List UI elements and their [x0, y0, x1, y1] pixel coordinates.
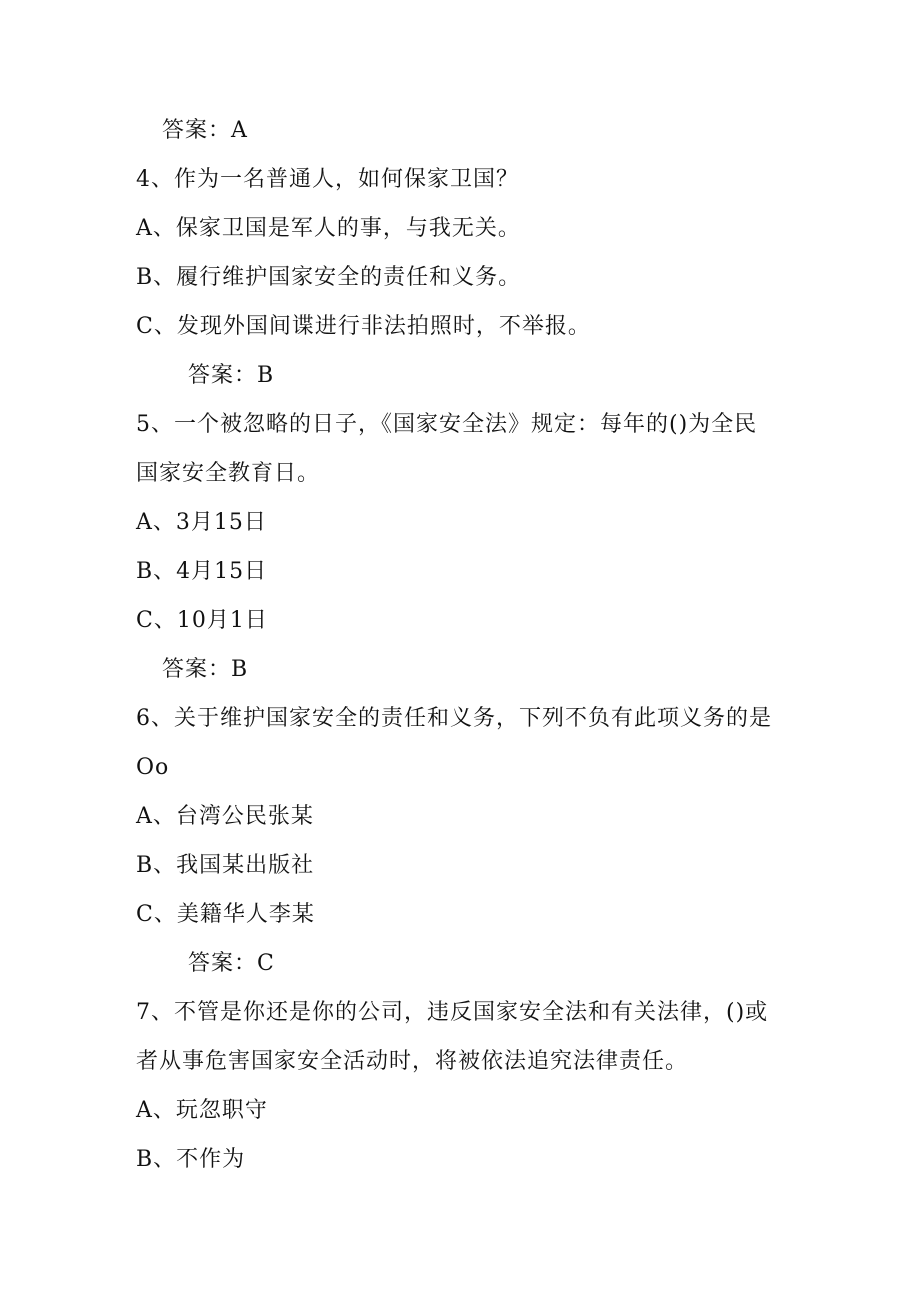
question-4-option-a: A、保家卫国是军人的事，与我无关。 — [136, 216, 521, 241]
question-4-option-c: C、发现外国间谍进行非法拍照时，不举报。 — [136, 314, 591, 339]
question-4-stem: 4、作为一名普通人，如何保家卫国？ — [136, 167, 519, 192]
question-7-stem-line-1: 7、不管是你还是你的公司，违反国家安全法和有关法律，()或 — [136, 1000, 769, 1025]
question-6-answer: 答案：C — [188, 951, 275, 976]
question-6-option-b: B、我国某出版社 — [136, 853, 315, 878]
question-7-stem-line-2: 者从事危害国家安全活动时，将被依法追究法律责任。 — [136, 1049, 689, 1074]
question-7-option-b: B、不作为 — [136, 1147, 246, 1172]
question-6-stem-line-1: 6、关于维护国家安全的责任和义务，下列不负有此项义务的是 — [136, 706, 772, 731]
question-6-option-c: C、美籍华人李某 — [136, 902, 315, 927]
question-5-answer: 答案：B — [162, 657, 249, 682]
question-7-option-a: A、玩忽职守 — [136, 1098, 268, 1123]
question-6-option-a: A、台湾公民张某 — [136, 804, 314, 829]
answer-previous: 答案：A — [162, 118, 248, 143]
question-5-stem-line-1: 5、一个被忽略的日子，《国家安全法》规定：每年的()为全民 — [136, 412, 758, 437]
question-4-option-b: B、履行维护国家安全的责任和义务。 — [136, 265, 522, 290]
question-5-stem-line-2: 国家安全教育日。 — [136, 461, 321, 486]
question-5-option-c: C、10月1日 — [136, 608, 268, 633]
question-6-stem-line-2: Oo — [136, 755, 170, 780]
question-5-option-a: A、3月15日 — [136, 510, 267, 535]
question-4-answer: 答案：B — [188, 363, 275, 388]
question-5-option-b: B、4月15日 — [136, 559, 268, 584]
